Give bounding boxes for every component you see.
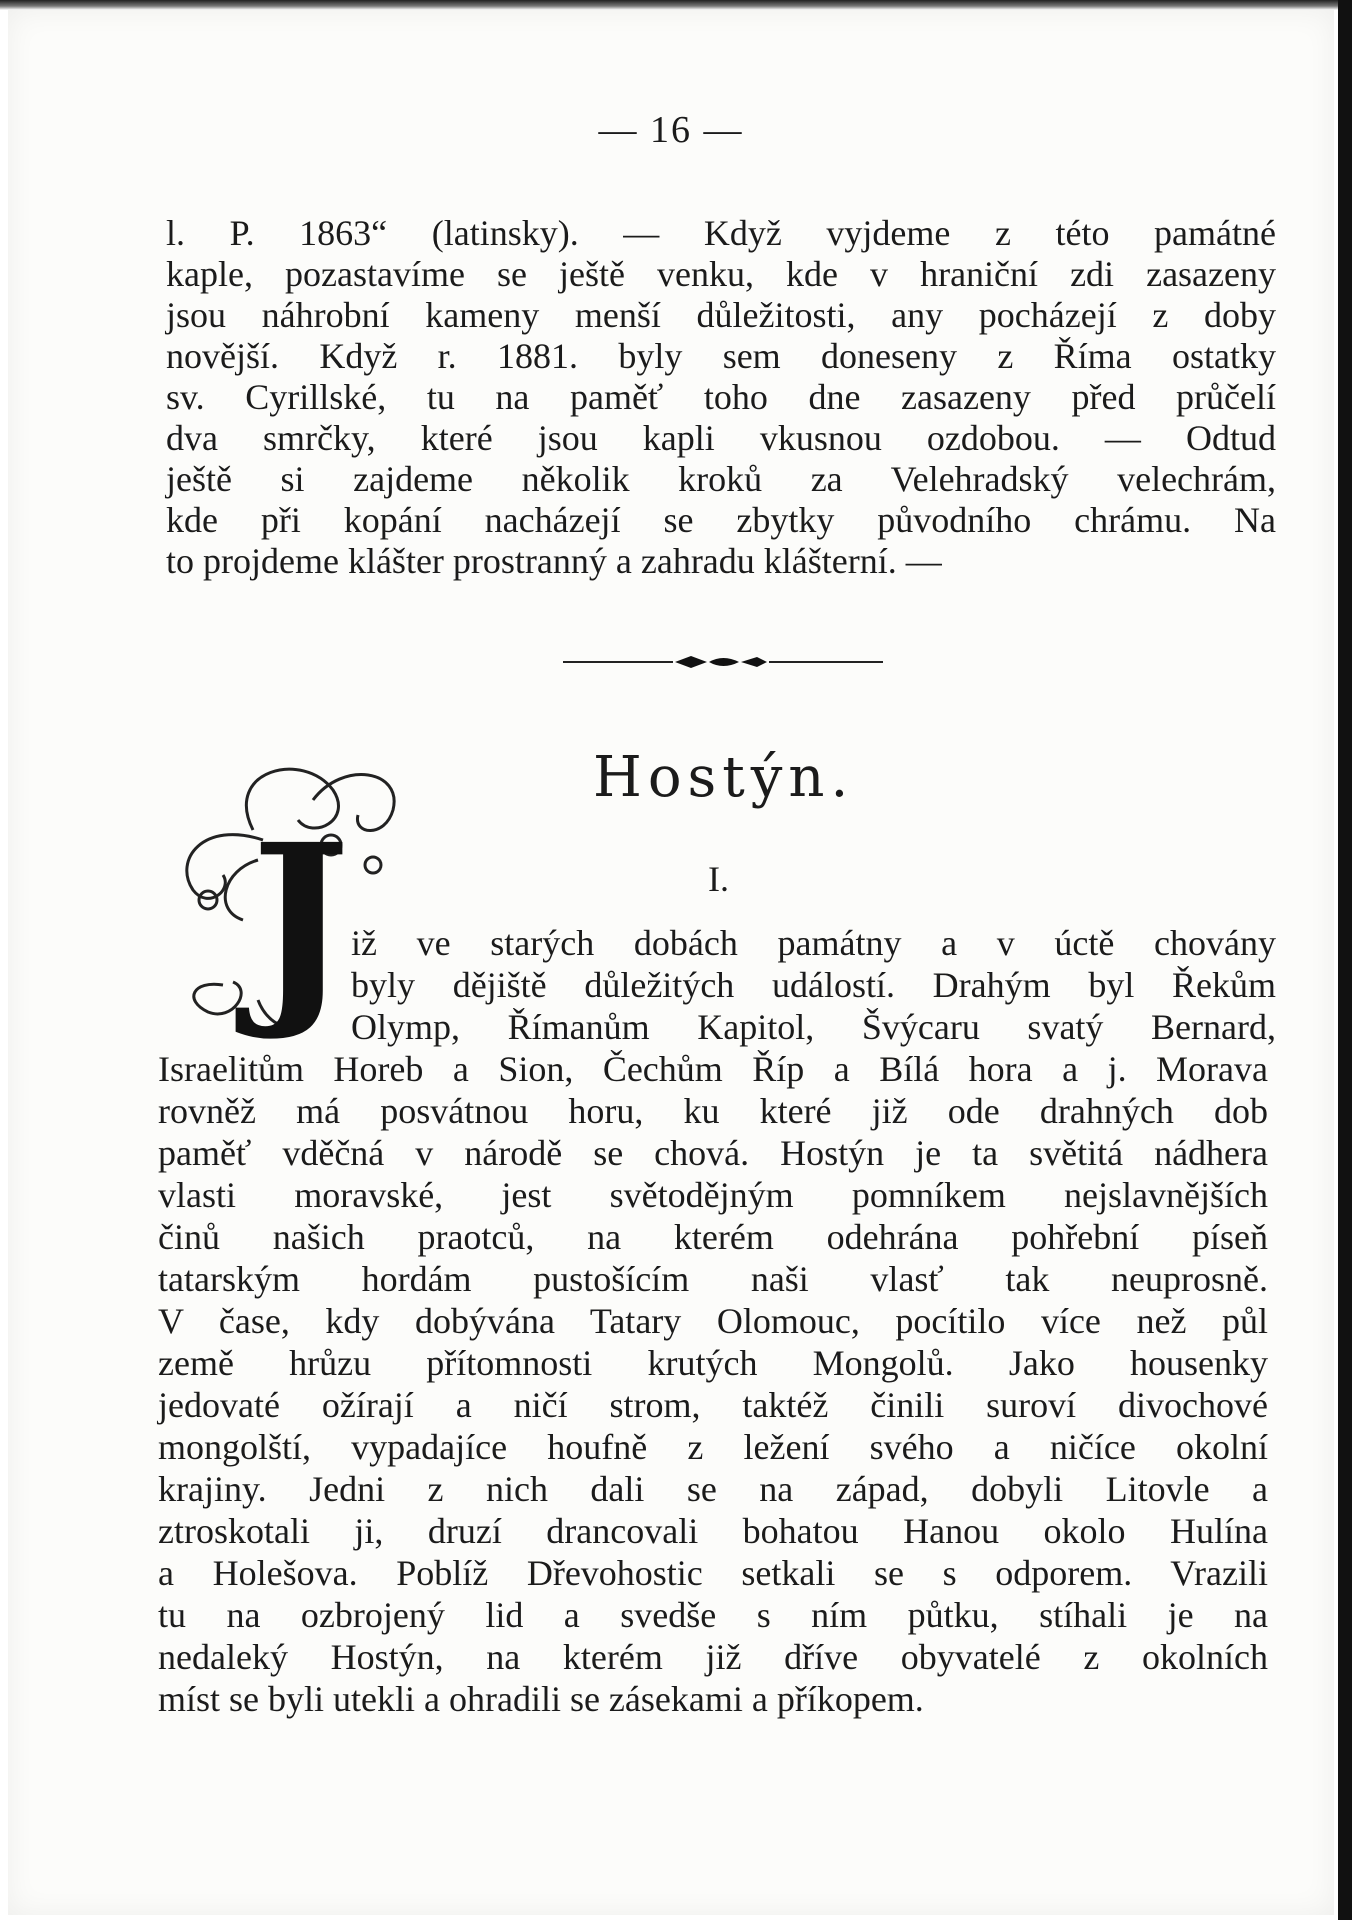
paragraph-line: rovněž má posvátnou horu, ku které již ode drahných dob — [158, 1091, 1268, 1131]
paragraph-line: kde při kopání nacházejí se zbytky původního chrámu. Na — [166, 500, 1276, 540]
paragraph-line: iž ve starých dobách památny a v úctě chovány — [351, 923, 1276, 963]
paragraph-line: novější. Když r. 1881. byly sem doneseny z Říma ostatky — [166, 336, 1276, 376]
paragraph-line: tatarským hordám pustošícím naši vlasť tak neuprosně. — [158, 1259, 1268, 1299]
paragraph-line: tu na ozbrojený lid a svedše s ním půtku, stíhali je na — [158, 1595, 1268, 1635]
paragraph-line: Olymp, Římanům Kapitol, Švýcaru svatý Bernard, — [351, 1007, 1276, 1047]
paragraph-line: paměť vděčná v národě se chová. Hostýn je ta světitá nádhera — [158, 1133, 1268, 1173]
paragraph-line: míst se byli utekli a ohradili se zásekami a příkopem. — [158, 1679, 924, 1719]
paragraph-line: ztroskotali ji, druzí drancovali bohatou Hanou okolo Hulína — [158, 1511, 1268, 1551]
paragraph-line: mongolští, vypadajíce houfně z ležení svého a ničíce okolní — [158, 1427, 1268, 1467]
paragraph-line: byly dějiště důležitých událostí. Drahým byl Řekům — [351, 965, 1276, 1005]
paragraph-line: a Holešova. Poblíž Dřevohostic setkali se s odporem. Vrazili — [158, 1553, 1268, 1593]
paragraph-line: sv. Cyrillské, tu na paměť toho dne zasazeny před průčelí — [166, 377, 1276, 417]
scan-border-top — [0, 0, 1352, 10]
paragraph-line: jedovaté ožírají a ničí strom, taktéž činili suroví divochové — [158, 1385, 1268, 1425]
paragraph-line: dva smrčky, které jsou kapli vkusnou ozdobou. — Odtud — [166, 418, 1276, 458]
initial-letter: J — [251, 798, 351, 1045]
paragraph-line: ještě si zajdeme několik kroků za Velehradský velechrám, — [166, 459, 1276, 499]
section-divider-ornament — [563, 650, 883, 674]
book-page — [8, 10, 1334, 1915]
paragraph-line: Israelitům Horeb a Sion, Čechům Říp a Bílá hora a j. Morava — [158, 1049, 1268, 1089]
paragraph-line: země hrůzu přítomnosti krutých Mongolů. Jako housenky — [158, 1343, 1268, 1383]
section-title: Hostýn. — [593, 745, 855, 810]
section-number: I. — [708, 859, 729, 899]
scan-border-right — [1338, 0, 1352, 1920]
paragraph-line: l. P. 1863“ (latinsky). — Když vyjdeme z této památné — [166, 213, 1276, 253]
paragraph-line: jsou náhrobní kameny menší důležitosti, any pocházejí z doby — [166, 295, 1276, 335]
paragraph-line: krajiny. Jedni z nich dali se na západ, dobyli Litovle a — [158, 1469, 1268, 1509]
paragraph-line: V čase, kdy dobývána Tatary Olomouc, pocítilo více než půl — [158, 1301, 1268, 1341]
page-number: — 16 — — [598, 109, 744, 151]
paragraph-line: činů našich praotců, na kterém odehrána pohřební píseň — [158, 1217, 1268, 1257]
paragraph-line: to projdeme klášter prostranný a zahradu klášterní. — — [166, 541, 942, 581]
paragraph-line: vlasti moravské, jest světodějným pomníkem nejslavnějších — [158, 1175, 1268, 1215]
paragraph-line: nedaleký Hostýn, na kterém již dříve obyvatelé z okolních — [158, 1637, 1268, 1677]
paragraph-line: kaple, pozastavíme se ještě venku, kde v hraniční zdi zasazeny — [166, 254, 1276, 294]
